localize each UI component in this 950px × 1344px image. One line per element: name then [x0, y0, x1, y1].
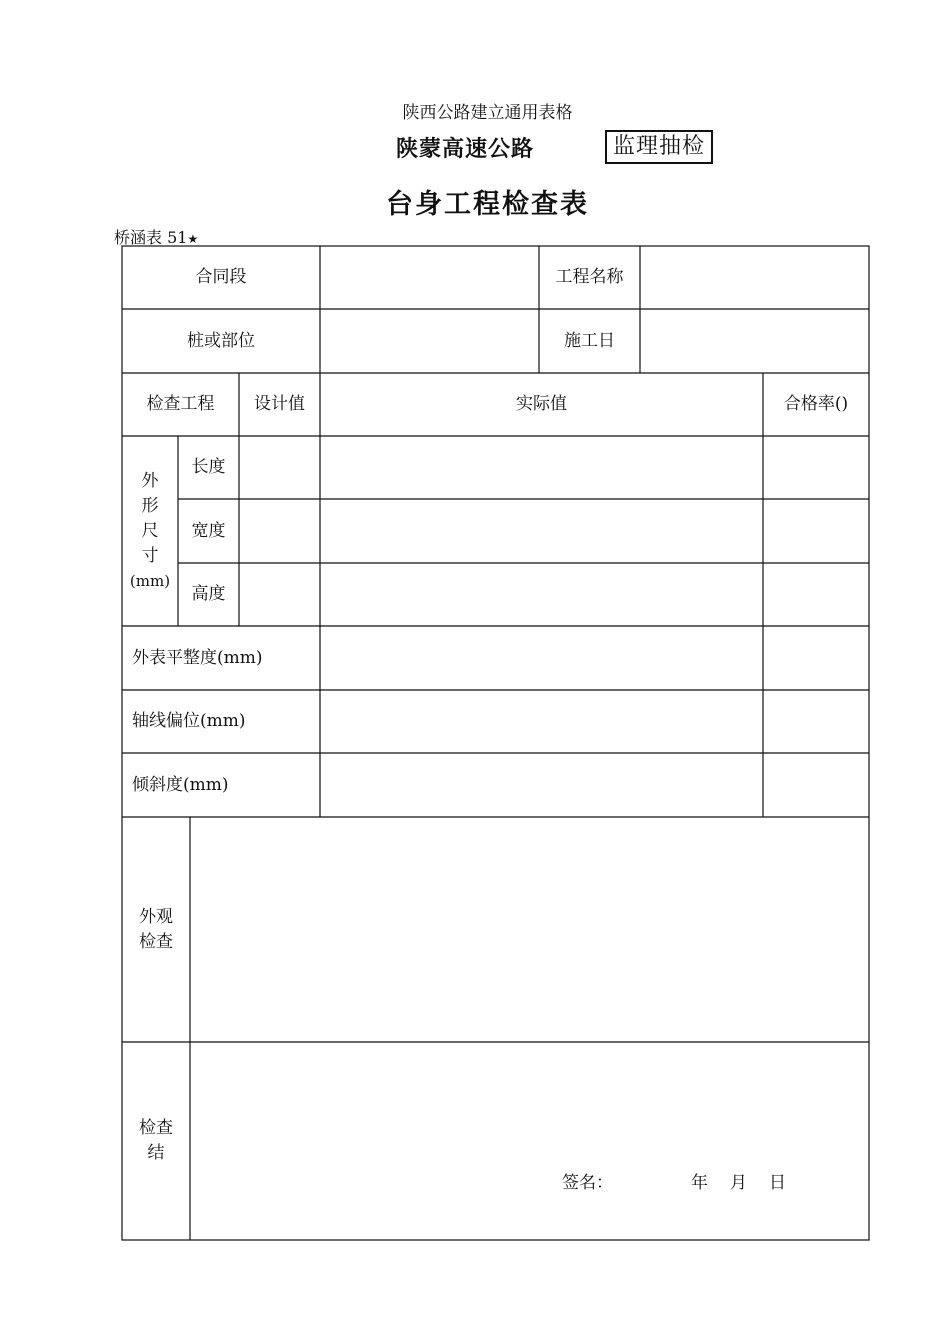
appearance-check-field[interactable] — [190, 817, 869, 1042]
dimension-group-char: 外 — [141, 470, 159, 491]
date-day-label: 日 — [769, 1173, 786, 1193]
row-surface-flatness-label: 外表平整度(mm) — [132, 647, 263, 668]
project-name-label: 工程名称 — [555, 267, 624, 287]
conclusion-line: 结 — [147, 1143, 165, 1163]
form-caption: 陕西公路建立通用表格 — [402, 103, 573, 123]
conclusion-line: 检查 — [139, 1118, 173, 1138]
inspection-type-badge: 监理抽检 — [605, 130, 713, 164]
row-height-label: 高度 — [191, 584, 226, 604]
signature-line — [562, 1168, 786, 1193]
appearance-check-label — [122, 817, 190, 1042]
project-name-value-field[interactable] — [640, 246, 869, 309]
conclusion-field[interactable] — [190, 1042, 869, 1240]
dimension-group-label — [122, 436, 178, 626]
signature-label: 签名： — [562, 1173, 613, 1193]
row-tilt-label: 倾斜度(mm) — [132, 774, 229, 795]
column-header-design: 设计值 — [254, 394, 305, 414]
project-name: 陕蒙高速公路 — [396, 137, 535, 162]
column-header-item: 检查工程 — [146, 394, 215, 414]
conclusion-label — [122, 1042, 190, 1240]
row-width-label: 宽度 — [191, 520, 226, 541]
contract-label: 合同段 — [195, 267, 247, 287]
construction-date-label: 施工日 — [564, 330, 615, 351]
dimension-group-unit: (mm) — [129, 571, 171, 590]
column-header-actual: 实际值 — [516, 394, 567, 414]
row-axis-offset-label: 轴线偏位(mm) — [132, 711, 246, 731]
row-length-label: 长度 — [191, 457, 226, 477]
construction-date-field[interactable] — [640, 309, 869, 373]
page-title: 台身工程检查表 — [386, 189, 589, 220]
form-number-text: 桥涵表 51 — [114, 228, 188, 247]
location-value-field[interactable] — [320, 309, 539, 373]
appearance-check-line: 外观 — [139, 906, 173, 927]
dimension-group-char: 尺 — [141, 520, 159, 541]
location-label: 桩或部位 — [187, 330, 255, 351]
contract-value-field[interactable] — [320, 246, 539, 309]
appearance-check-line: 检查 — [139, 931, 173, 952]
column-header-pass-rate: 合格率() — [783, 394, 849, 414]
date-month-label: 月 — [730, 1173, 747, 1193]
dimension-group-char: 寸 — [141, 545, 159, 566]
dimension-group-char: 形 — [141, 495, 159, 516]
star-mark: ★ — [187, 232, 199, 246]
date-year-label: 年 — [691, 1173, 708, 1193]
